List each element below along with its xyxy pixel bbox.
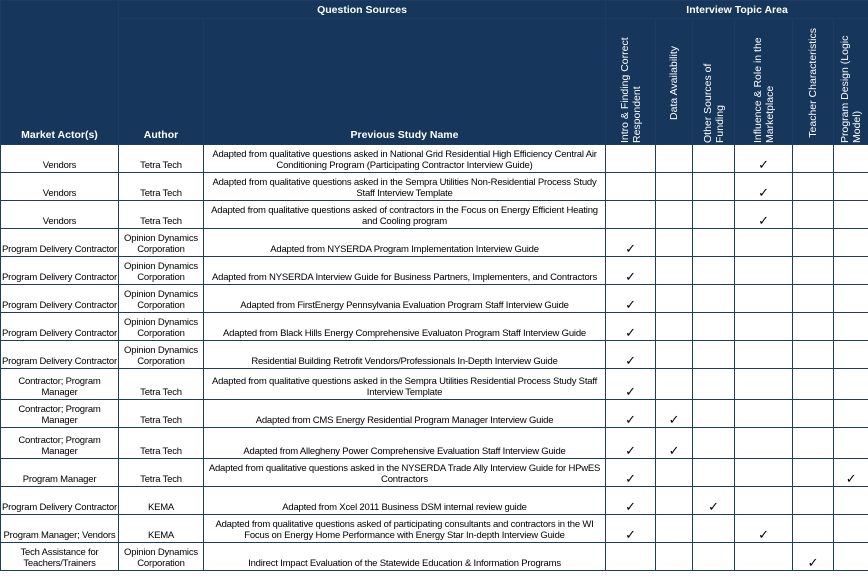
- funding-check-cell: [693, 313, 735, 341]
- study-name-cell: Adapted from qualitative questions asked in the NYSERDA Trade Ally Interview Guide for HPwES Contractors: [204, 459, 606, 487]
- design-check-cell: [834, 543, 868, 571]
- design-check-cell: [834, 313, 868, 341]
- design-check-cell: [834, 487, 868, 515]
- data-check-cell: [656, 201, 693, 229]
- data-check-cell: [656, 459, 693, 487]
- data-check-cell: [656, 313, 693, 341]
- intro-check-cell: ✓: [606, 229, 656, 257]
- design-check-cell: [834, 201, 868, 229]
- data-check-cell: [656, 369, 693, 400]
- table-row: [1, 459, 868, 487]
- intro-check-cell: [606, 201, 656, 229]
- data-check-cell: [656, 229, 693, 257]
- author-cell: Tetra Tech: [119, 201, 204, 229]
- author-cell: Tetra Tech: [119, 428, 204, 459]
- header-author: Author: [119, 19, 204, 145]
- table-row: [1, 369, 868, 400]
- teacher-check-cell: [793, 173, 834, 201]
- design-check-cell: [834, 229, 868, 257]
- study-name-cell: Adapted from Xcel 2011 Business DSM internal review guide: [204, 487, 606, 515]
- table-row: [1, 487, 868, 515]
- market-actor-cell: Contractor; Program Manager: [1, 428, 119, 459]
- influence-check-cell: [735, 487, 793, 515]
- author-cell: Opinion Dynamics Corporation: [119, 285, 204, 313]
- data-check-cell: [656, 257, 693, 285]
- teacher-check-cell: [793, 229, 834, 257]
- data-check-cell: [656, 487, 693, 515]
- study-name-cell: Adapted from NYSERDA Interview Guide for Business Partners, Implementers, and Contractors: [204, 257, 606, 285]
- teacher-check-cell: [793, 487, 834, 515]
- header-program-design: Program Design (Logic Model): [834, 19, 868, 145]
- funding-check-cell: [693, 257, 735, 285]
- intro-check-cell: ✓: [606, 369, 656, 400]
- intro-check-cell: ✓: [606, 257, 656, 285]
- table-row: [1, 229, 868, 257]
- intro-check-cell: ✓: [606, 313, 656, 341]
- funding-check-cell: [693, 428, 735, 459]
- data-check-cell: ✓: [656, 428, 693, 459]
- author-cell: KEMA: [119, 515, 204, 543]
- funding-check-cell: [693, 285, 735, 313]
- data-check-cell: [656, 341, 693, 369]
- market-actor-cell: Program Manager; Vendors: [1, 515, 119, 543]
- influence-check-cell: ✓: [735, 145, 793, 173]
- table-row: [1, 428, 868, 459]
- header-market-actor: Market Actor(s): [1, 1, 119, 145]
- intro-check-cell: ✓: [606, 428, 656, 459]
- study-name-cell: Adapted from qualitative questions asked in the Sempra Utilities Non-Residential Process Study Staff Interview Template: [204, 173, 606, 201]
- intro-check-cell: ✓: [606, 487, 656, 515]
- funding-check-cell: [693, 201, 735, 229]
- influence-check-cell: [735, 341, 793, 369]
- teacher-check-cell: [793, 515, 834, 543]
- market-actor-cell: Program Manager: [1, 459, 119, 487]
- intro-check-cell: ✓: [606, 400, 656, 428]
- influence-check-cell: ✓: [735, 201, 793, 229]
- market-actor-cell: Program Delivery Contractor: [1, 313, 119, 341]
- teacher-check-cell: [793, 285, 834, 313]
- table-row: [1, 173, 868, 201]
- market-actor-cell: Program Delivery Contractor: [1, 487, 119, 515]
- funding-check-cell: [693, 515, 735, 543]
- intro-check-cell: ✓: [606, 459, 656, 487]
- author-cell: Opinion Dynamics Corporation: [119, 257, 204, 285]
- influence-check-cell: [735, 400, 793, 428]
- design-check-cell: [834, 145, 868, 173]
- design-check-cell: [834, 257, 868, 285]
- intro-check-cell: ✓: [606, 285, 656, 313]
- market-actor-cell: Program Delivery Contractor: [1, 257, 119, 285]
- study-name-cell: Adapted from qualitative questions asked in the Sempra Utilities Residential Process Study Staff Interview Template: [204, 369, 606, 400]
- header-other-funding: Other Sources of Funding: [693, 19, 735, 145]
- market-actor-cell: Program Delivery Contractor: [1, 229, 119, 257]
- market-actor-cell: Contractor; Program Manager: [1, 400, 119, 428]
- market-actor-cell: Program Delivery Contractor: [1, 341, 119, 369]
- design-check-cell: [834, 428, 868, 459]
- influence-check-cell: [735, 313, 793, 341]
- author-cell: Opinion Dynamics Corporation: [119, 341, 204, 369]
- funding-check-cell: ✓: [693, 487, 735, 515]
- funding-check-cell: [693, 459, 735, 487]
- study-name-cell: Adapted from qualitative questions asked of participating consultants and contractors in the WI Focus on Energy Home Performance with Energy Star In-depth Interview Guide: [204, 515, 606, 543]
- data-check-cell: [656, 515, 693, 543]
- table-row: [1, 515, 868, 543]
- author-cell: Tetra Tech: [119, 459, 204, 487]
- table-row: [1, 145, 868, 173]
- table-body: [1, 145, 868, 571]
- design-check-cell: [834, 285, 868, 313]
- data-check-cell: [656, 285, 693, 313]
- market-actor-cell: Vendors: [1, 173, 119, 201]
- funding-check-cell: [693, 341, 735, 369]
- table-row: [1, 543, 868, 571]
- table-row: [1, 313, 868, 341]
- teacher-check-cell: [793, 201, 834, 229]
- author-cell: Tetra Tech: [119, 369, 204, 400]
- funding-check-cell: [693, 543, 735, 571]
- teacher-check-cell: [793, 341, 834, 369]
- header-teacher: Teacher Characteristics: [793, 19, 834, 145]
- funding-check-cell: [693, 229, 735, 257]
- table-row: [1, 341, 868, 369]
- teacher-check-cell: [793, 369, 834, 400]
- funding-check-cell: [693, 369, 735, 400]
- influence-check-cell: [735, 257, 793, 285]
- author-cell: Tetra Tech: [119, 145, 204, 173]
- influence-check-cell: ✓: [735, 515, 793, 543]
- header-interview-topic-area: Interview Topic Area: [606, 1, 868, 19]
- author-cell: Opinion Dynamics Corporation: [119, 313, 204, 341]
- study-name-cell: Residential Building Retrofit Vendors/Professionals In-Depth Interview Guide: [204, 341, 606, 369]
- influence-check-cell: [735, 428, 793, 459]
- teacher-check-cell: [793, 459, 834, 487]
- header-influence: Influence & Role in the Marketplace: [735, 19, 793, 145]
- author-cell: Opinion Dynamics Corporation: [119, 543, 204, 571]
- funding-check-cell: [693, 173, 735, 201]
- study-name-cell: Adapted from FirstEnergy Pennsylvania Evaluation Program Staff Interview Guide: [204, 285, 606, 313]
- data-check-cell: [656, 145, 693, 173]
- author-cell: Tetra Tech: [119, 400, 204, 428]
- study-name-cell: Adapted from Black Hills Energy Comprehensive Evaluaton Program Staff Interview Guide: [204, 313, 606, 341]
- teacher-check-cell: [793, 313, 834, 341]
- study-name-cell: Adapted from qualitative questions asked in National Grid Residential High Efficiency Central Air Conditioning Program (Participating Contractor Interview Guide): [204, 145, 606, 173]
- design-check-cell: [834, 173, 868, 201]
- design-check-cell: ✓: [834, 459, 868, 487]
- study-name-cell: Indirect Impact Evaluation of the Statewide Education & Information Programs: [204, 543, 606, 571]
- teacher-check-cell: [793, 400, 834, 428]
- data-check-cell: ✓: [656, 400, 693, 428]
- intro-check-cell: ✓: [606, 515, 656, 543]
- intro-check-cell: [606, 145, 656, 173]
- intro-check-cell: [606, 173, 656, 201]
- header-previous-study: Previous Study Name: [204, 19, 606, 145]
- author-cell: Tetra Tech: [119, 173, 204, 201]
- study-name-cell: Adapted from Allegheny Power Comprehensive Evaluation Staff Interview Guide: [204, 428, 606, 459]
- market-actor-cell: Tech Assistance for Teachers/Trainers: [1, 543, 119, 571]
- table-row: [1, 400, 868, 428]
- market-actor-cell: Program Delivery Contractor: [1, 285, 119, 313]
- influence-check-cell: [735, 543, 793, 571]
- table-row: [1, 285, 868, 313]
- author-cell: Opinion Dynamics Corporation: [119, 229, 204, 257]
- funding-check-cell: [693, 400, 735, 428]
- teacher-check-cell: [793, 145, 834, 173]
- data-check-cell: [656, 173, 693, 201]
- funding-check-cell: [693, 145, 735, 173]
- design-check-cell: [834, 515, 868, 543]
- teacher-check-cell: [793, 257, 834, 285]
- table-row: [1, 257, 868, 285]
- influence-check-cell: [735, 369, 793, 400]
- market-actor-cell: Contractor; Program Manager: [1, 369, 119, 400]
- study-name-cell: Adapted from CMS Energy Residential Program Manager Interview Guide: [204, 400, 606, 428]
- intro-check-cell: ✓: [606, 341, 656, 369]
- market-actor-cell: Vendors: [1, 201, 119, 229]
- header-intro: Intro & Finding Correct Respondent: [606, 19, 656, 145]
- teacher-check-cell: [793, 428, 834, 459]
- influence-check-cell: [735, 459, 793, 487]
- intro-check-cell: [606, 543, 656, 571]
- study-name-cell: Adapted from NYSERDA Program Implementation Interview Guide: [204, 229, 606, 257]
- design-check-cell: [834, 341, 868, 369]
- table-row: [1, 201, 868, 229]
- design-check-cell: [834, 369, 868, 400]
- design-check-cell: [834, 400, 868, 428]
- teacher-check-cell: ✓: [793, 543, 834, 571]
- author-cell: KEMA: [119, 487, 204, 515]
- study-name-cell: Adapted from qualitative questions asked of contractors in the Focus on Energy Efficient Heating and Cooling program: [204, 201, 606, 229]
- influence-check-cell: [735, 229, 793, 257]
- data-check-cell: [656, 543, 693, 571]
- header-question-sources: Question Sources: [119, 1, 606, 19]
- influence-check-cell: [735, 285, 793, 313]
- influence-check-cell: ✓: [735, 173, 793, 201]
- market-actor-cell: Vendors: [1, 145, 119, 173]
- header-data-availability: Data Availability: [656, 19, 693, 145]
